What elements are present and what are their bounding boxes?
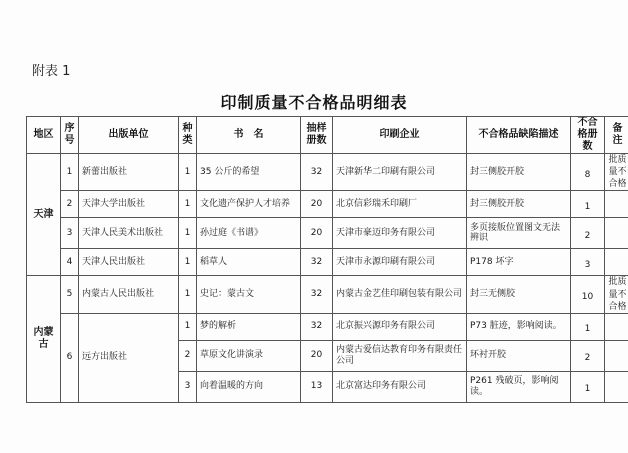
header-region: 地区 bbox=[27, 117, 61, 154]
table-row bbox=[27, 191, 628, 218]
type-cell: 1 bbox=[179, 218, 197, 249]
appendix-label: 附表 1 bbox=[32, 64, 71, 79]
defect-cell: 封三侧胶开胶 bbox=[467, 154, 571, 191]
type-cell: 1 bbox=[179, 191, 197, 218]
book-title-cell: 梦的解析 bbox=[197, 313, 301, 340]
type-cell: 1 bbox=[179, 313, 197, 340]
notes-cell: 批质量不合格 bbox=[605, 276, 628, 313]
type-cell: 3 bbox=[179, 371, 197, 402]
header-sample-count: 抽样册数 bbox=[301, 117, 333, 154]
table-header-row bbox=[27, 117, 628, 154]
printer-cell: 天津市永源印刷有限公司 bbox=[333, 249, 467, 276]
table-row bbox=[27, 218, 628, 249]
table-row bbox=[27, 154, 628, 191]
notes-cell bbox=[605, 371, 628, 402]
notes-cell bbox=[605, 249, 628, 276]
book-title-cell: 稻草人 bbox=[197, 249, 301, 276]
header-printer: 印刷企业 bbox=[333, 117, 467, 154]
fail-count-cell: 10 bbox=[571, 276, 605, 313]
table-title: 印制质量不合格品明细表 bbox=[220, 93, 408, 112]
publisher-cell: 远方出版社 bbox=[79, 313, 179, 402]
defect-cell: P178 坏字 bbox=[467, 249, 571, 276]
notes-cell bbox=[605, 191, 628, 218]
seq-cell: 5 bbox=[61, 276, 79, 313]
defect-cell: 环衬开胶 bbox=[467, 340, 571, 371]
notes-cell bbox=[605, 313, 628, 340]
type-cell: 1 bbox=[179, 276, 197, 313]
header-publisher: 出版单位 bbox=[79, 117, 179, 154]
sample-count-cell: 20 bbox=[301, 340, 333, 371]
printer-cell: 天津市豪迈印务有限公司 bbox=[333, 218, 467, 249]
type-cell: 2 bbox=[179, 340, 197, 371]
defect-cell: 封三侧胶开胶 bbox=[467, 191, 571, 218]
fail-count-cell: 3 bbox=[571, 249, 605, 276]
seq-cell: 6 bbox=[61, 313, 79, 402]
header-type: 种类 bbox=[179, 117, 197, 154]
header-defect: 不合格品缺陷描述 bbox=[467, 117, 571, 154]
sample-count-cell: 32 bbox=[301, 276, 333, 313]
table-row bbox=[27, 276, 628, 313]
book-title-cell: 草原文化讲演录 bbox=[197, 340, 301, 371]
sample-count-cell: 32 bbox=[301, 313, 333, 340]
publisher-cell: 天津人民出版社 bbox=[79, 249, 179, 276]
publisher-cell: 天津人民美术出版社 bbox=[79, 218, 179, 249]
defect-detail-table bbox=[26, 116, 628, 403]
sample-count-cell: 20 bbox=[301, 191, 333, 218]
defect-cell: P261 残破页，影响阅读。 bbox=[467, 371, 571, 402]
type-cell: 1 bbox=[179, 154, 197, 191]
region-cell-tianjin: 天津 bbox=[27, 154, 61, 276]
notes-cell bbox=[605, 218, 628, 249]
notes-cell bbox=[605, 340, 628, 371]
notes-cell: 批质量不合格 bbox=[605, 154, 628, 191]
header-book-title: 书 名 bbox=[197, 117, 301, 154]
seq-cell: 4 bbox=[61, 249, 79, 276]
book-title-cell: 孙过庭《书谱》 bbox=[197, 218, 301, 249]
publisher-cell: 天津大学出版社 bbox=[79, 191, 179, 218]
defect-cell: 多页接版位置图文无法辨识 bbox=[467, 218, 571, 249]
seq-cell: 3 bbox=[61, 218, 79, 249]
book-title-cell: 35 公斤的希望 bbox=[197, 154, 301, 191]
seq-cell: 2 bbox=[61, 191, 79, 218]
book-title-cell: 向着温暖的方向 bbox=[197, 371, 301, 402]
fail-count-cell: 2 bbox=[571, 340, 605, 371]
sample-count-cell: 13 bbox=[301, 371, 333, 402]
seq-cell: 1 bbox=[61, 154, 79, 191]
printer-cell: 北京振兴源印务有限公司 bbox=[333, 313, 467, 340]
table-row bbox=[27, 249, 628, 276]
fail-count-cell: 8 bbox=[571, 154, 605, 191]
defect-cell: P73 脏迹，影响阅读。 bbox=[467, 313, 571, 340]
printer-cell: 北京富达印务有限公司 bbox=[333, 371, 467, 402]
book-title-cell: 文化遗产保护人才培养 bbox=[197, 191, 301, 218]
printer-cell: 北京信彩瑞禾印刷厂 bbox=[333, 191, 467, 218]
fail-count-cell: 1 bbox=[571, 371, 605, 402]
printer-cell: 内蒙古爱信达教育印务有限责任公司 bbox=[333, 340, 467, 371]
region-cell-neimenggu: 内蒙古 bbox=[27, 276, 61, 402]
fail-count-cell: 2 bbox=[571, 218, 605, 249]
fail-count-cell: 1 bbox=[571, 313, 605, 340]
publisher-cell: 新蕾出版社 bbox=[79, 154, 179, 191]
sample-count-cell: 32 bbox=[301, 154, 333, 191]
header-fail-count: 不合格册数 bbox=[571, 117, 605, 154]
sample-count-cell: 20 bbox=[301, 218, 333, 249]
book-title-cell: 史记：蒙古文 bbox=[197, 276, 301, 313]
header-seq: 序号 bbox=[61, 117, 79, 154]
table-row bbox=[27, 313, 628, 340]
printer-cell: 内蒙古金艺佳印刷包装有限公司 bbox=[333, 276, 467, 313]
sample-count-cell: 32 bbox=[301, 249, 333, 276]
publisher-cell: 内蒙古人民出版社 bbox=[79, 276, 179, 313]
type-cell: 1 bbox=[179, 249, 197, 276]
defect-cell: 封三无侧胶 bbox=[467, 276, 571, 313]
printer-cell: 天津新华二印刷有限公司 bbox=[333, 154, 467, 191]
fail-count-cell: 1 bbox=[571, 191, 605, 218]
header-notes: 备注 bbox=[605, 117, 628, 154]
